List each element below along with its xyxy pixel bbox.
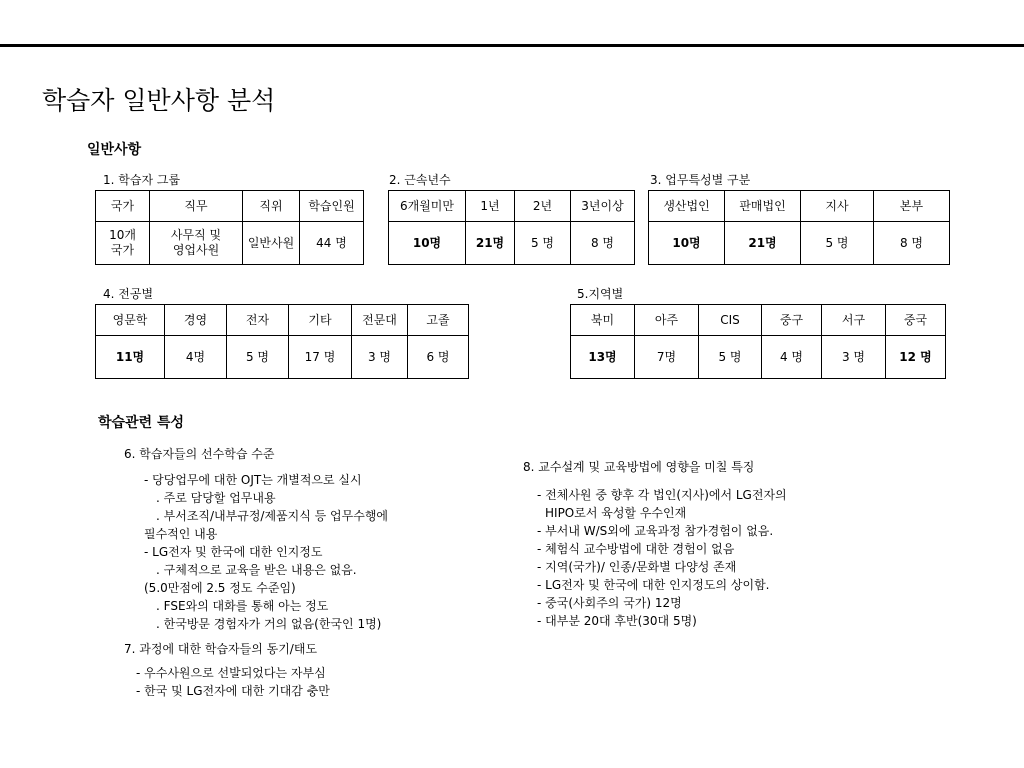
cell-text-line: 5 명 <box>718 349 742 364</box>
s8-lines <box>537 486 787 630</box>
text-line: 필수적인 내용 <box>144 527 218 541</box>
page-title: 학습자 일반사항 분석 <box>42 86 276 115</box>
table-row <box>571 336 946 379</box>
table-header-row <box>571 305 946 336</box>
table-header-row <box>96 191 364 222</box>
text-line: (5.0만점에 2.5 정도 수준임) <box>144 581 296 595</box>
value-cell <box>649 222 725 265</box>
table-row <box>96 222 364 265</box>
table-header-row <box>649 191 950 222</box>
t1-caption: 1. 학습자 그룹 <box>103 173 181 187</box>
s8-title: 8. 교수설계 및 교육방법에 영향을 미칠 특징 <box>523 460 755 474</box>
text-line: - LG전자 및 한국에 대한 인지정도의 상이함. <box>537 578 770 592</box>
text-line: - 체험식 교수방법에 대한 경험이 없음 <box>537 542 735 556</box>
value-cell <box>801 222 874 265</box>
value-cell <box>635 336 699 379</box>
header-cell: 북미 <box>571 305 635 336</box>
text-line: . 구체적으로 교육을 받은 내용은 없음. <box>156 563 357 577</box>
cell-text-line: 6 명 <box>426 349 450 364</box>
text-line: - LG전자 및 한국에 대한 인지정도 <box>144 545 323 559</box>
table-row <box>96 336 469 379</box>
value-cell <box>243 222 300 265</box>
cell-text-line: 5 명 <box>825 235 849 250</box>
t5-caption: 5.지역별 <box>577 287 624 301</box>
header-cell: 학습인원 <box>300 191 364 222</box>
header-cell: 직무 <box>150 191 243 222</box>
cell-text-line: 국가 <box>110 243 135 257</box>
header-cell: 판매법인 <box>725 191 801 222</box>
text-line: HIPO로서 육성할 우수인재 <box>545 506 687 520</box>
cell-text-line: 13명 <box>588 349 617 364</box>
header-cell: 서구 <box>822 305 886 336</box>
cell-text-line: 10개 <box>109 228 136 242</box>
cell-text-line: 3 명 <box>367 349 392 364</box>
value-cell <box>96 222 150 265</box>
header-cell: 경영 <box>165 305 227 336</box>
header-cell: 생산법인 <box>649 191 725 222</box>
cell-text-line: 영업사원 <box>172 243 220 257</box>
header-cell: 6개월미만 <box>389 191 466 222</box>
t3-caption: 3. 업무특성별 구분 <box>650 173 751 187</box>
header-cell: 본부 <box>874 191 950 222</box>
value-cell <box>571 222 635 265</box>
learner-group-table <box>95 190 364 265</box>
value-cell <box>389 222 466 265</box>
region-table <box>570 304 946 379</box>
text-line: - 우수사원으로 선발되었다는 자부심 <box>136 666 326 680</box>
cell-text-line: 일반사원 <box>247 235 295 250</box>
text-line: - 지역(국가)/ 인종/문화별 다양성 존재 <box>537 560 737 574</box>
header-cell: 1년 <box>466 191 515 222</box>
value-cell <box>165 336 227 379</box>
s7-lines <box>136 664 330 700</box>
header-cell: 고졸 <box>408 305 469 336</box>
general-section-heading: 일반사항 <box>87 142 142 158</box>
major-table <box>95 304 469 379</box>
text-line: - 전체사원 중 향후 각 법인(지사)에서 LG전자의 <box>537 488 787 502</box>
top-rule <box>0 44 1024 47</box>
table-row <box>389 222 635 265</box>
header-cell: 영문학 <box>96 305 165 336</box>
text-line: - 당당업무에 대한 OJT는 개별적으로 실시 <box>144 473 362 487</box>
table-header-row <box>96 305 469 336</box>
work-type-table <box>648 190 950 265</box>
cell-text-line: 12 명 <box>899 349 932 364</box>
cell-text-line: 4명 <box>185 349 206 364</box>
value-cell <box>408 336 469 379</box>
header-cell: 전문대 <box>352 305 408 336</box>
cell-text-line: 4 명 <box>779 349 804 364</box>
cell-text-line: 8 명 <box>899 235 924 250</box>
header-cell: 중구 <box>762 305 822 336</box>
text-line: . FSE와의 대화를 통해 아는 정도 <box>156 599 329 613</box>
value-cell <box>699 336 762 379</box>
value-cell <box>822 336 886 379</box>
cell-text-line: 7명 <box>656 349 677 364</box>
header-cell: CIS <box>699 305 762 336</box>
cell-text-line: 사무직 및 <box>170 228 222 242</box>
cell-text-line: 44 명 <box>316 235 347 250</box>
value-cell <box>227 336 289 379</box>
text-line: - 중국(사회주의 국가) 12명 <box>537 596 682 610</box>
value-cell <box>150 222 243 265</box>
cell-text-line: 21명 <box>748 235 777 250</box>
value-cell <box>762 336 822 379</box>
cell-text-line: 3 명 <box>841 349 866 364</box>
table-row <box>649 222 950 265</box>
cell-text-line: 5 명 <box>530 235 555 250</box>
value-cell <box>886 336 946 379</box>
learning-section-heading: 학습관련 특성 <box>98 415 185 431</box>
header-cell: 기타 <box>289 305 352 336</box>
s7-title: 7. 과정에 대한 학습자들의 동기/태도 <box>124 642 318 656</box>
t2-caption: 2. 근속년수 <box>389 173 451 187</box>
value-cell <box>874 222 950 265</box>
text-line: . 한국방문 경험자가 거의 없음(한국인 1명) <box>156 617 382 631</box>
tenure-table <box>388 190 635 265</box>
cell-text-line: 10명 <box>672 235 701 250</box>
text-line: - 부서내 W/S외에 교육과정 참가경험이 없음. <box>537 524 774 538</box>
text-line: - 한국 및 LG전자에 대한 기대감 충만 <box>136 684 330 698</box>
header-cell: 직위 <box>243 191 300 222</box>
header-cell: 3년이상 <box>571 191 635 222</box>
t4-caption: 4. 전공별 <box>103 287 154 301</box>
text-line: . 부서조직/내부규정/제품지식 등 업무수행에 <box>156 509 389 523</box>
value-cell <box>289 336 352 379</box>
value-cell <box>571 336 635 379</box>
header-cell: 지사 <box>801 191 874 222</box>
header-cell: 국가 <box>96 191 150 222</box>
cell-text-line: 8 명 <box>590 235 615 250</box>
s6-lines <box>136 471 388 633</box>
cell-text-line: 17 명 <box>304 349 336 364</box>
value-cell <box>300 222 364 265</box>
table-header-row <box>389 191 635 222</box>
header-cell: 2년 <box>515 191 571 222</box>
value-cell <box>515 222 571 265</box>
cell-text-line: 10명 <box>412 235 442 250</box>
header-cell: 중국 <box>886 305 946 336</box>
cell-text-line: 5 명 <box>245 349 270 364</box>
text-line: - 대부분 20대 후반(30대 5명) <box>537 614 697 628</box>
value-cell <box>352 336 408 379</box>
header-cell: 아주 <box>635 305 699 336</box>
value-cell <box>466 222 515 265</box>
cell-text-line: 11명 <box>115 349 145 364</box>
s6-title: 6. 학습자들의 선수학습 수준 <box>124 447 275 461</box>
cell-text-line: 21명 <box>475 235 505 250</box>
value-cell <box>725 222 801 265</box>
text-line: . 주로 담당할 업무내용 <box>156 491 276 505</box>
value-cell <box>96 336 165 379</box>
header-cell: 전자 <box>227 305 289 336</box>
